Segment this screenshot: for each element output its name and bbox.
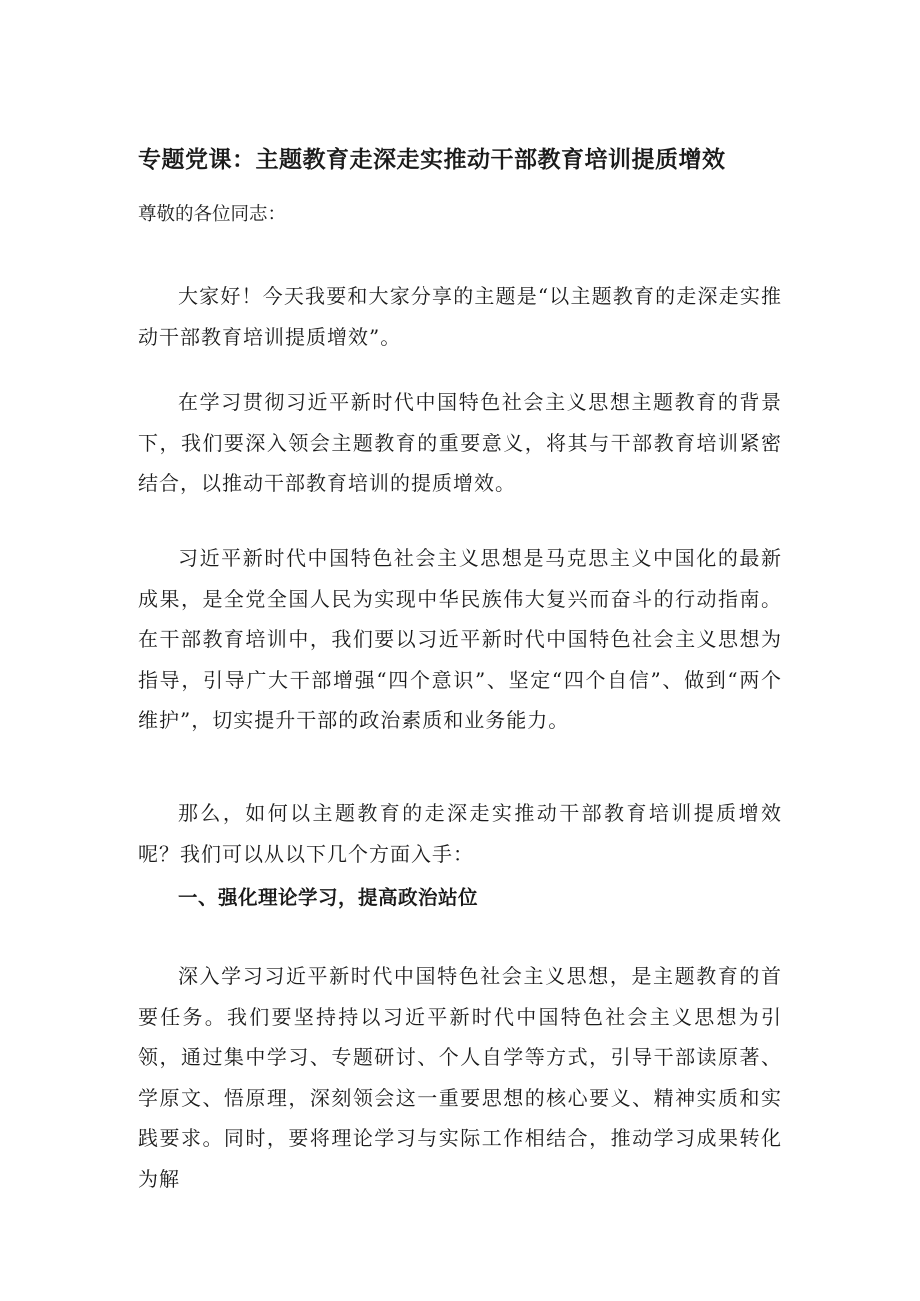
paragraph-greeting: 大家好！今天我要和大家分享的主题是“以主题教育的走深走实推动干部教育培训提质增效”。 bbox=[138, 284, 782, 349]
document-title: 专题党课：主题教育走深走实推动干部教育培训提质增效 bbox=[138, 147, 726, 173]
paragraph-section-body: 深入学习习近平新时代中国特色社会主义思想，是主题教育的首要任务。我们要坚持持以习近平新时代中国特色社会主义思想为引领，通过集中学习、专题研讨、个人自学等方式，引导干部读原著、学原文、悟原理，深刻领会这一重要思想的核心要义、精神实质和实践要求。同时，要将理论学习与实际工作相结合，推动学习成果转化为解 bbox=[138, 964, 782, 1191]
paragraph-background: 在学习贯彻习近平新时代中国特色社会主义思想主题教育的背景下，我们要深入领会主题教育的重要意义，将其与干部教育培训紧密结合，以推动干部教育培训的提质增效。 bbox=[138, 390, 782, 495]
paragraph-thought: 习近平新时代中国特色社会主义思想是马克思主义中国化的最新成果，是全党全国人民为实现中华民族伟大复兴而奋斗的行动指南。在干部教育培训中，我们要以习近平新时代中国特色社会主义思想为指导，引导广大干部增强“四个意识”、坚定“四个自信”、做到“两个维护”，切实提升干部的政治素质和业务能力。 bbox=[138, 546, 782, 732]
section-heading: 一、强化理论学习，提高政治站位 bbox=[178, 886, 479, 909]
salutation: 尊敬的各位同志： bbox=[138, 204, 287, 225]
paragraph-question: 那么，如何以主题教育的走深走实推动干部教育培训提质增效呢？我们可以从以下几个方面入手： bbox=[138, 801, 782, 866]
